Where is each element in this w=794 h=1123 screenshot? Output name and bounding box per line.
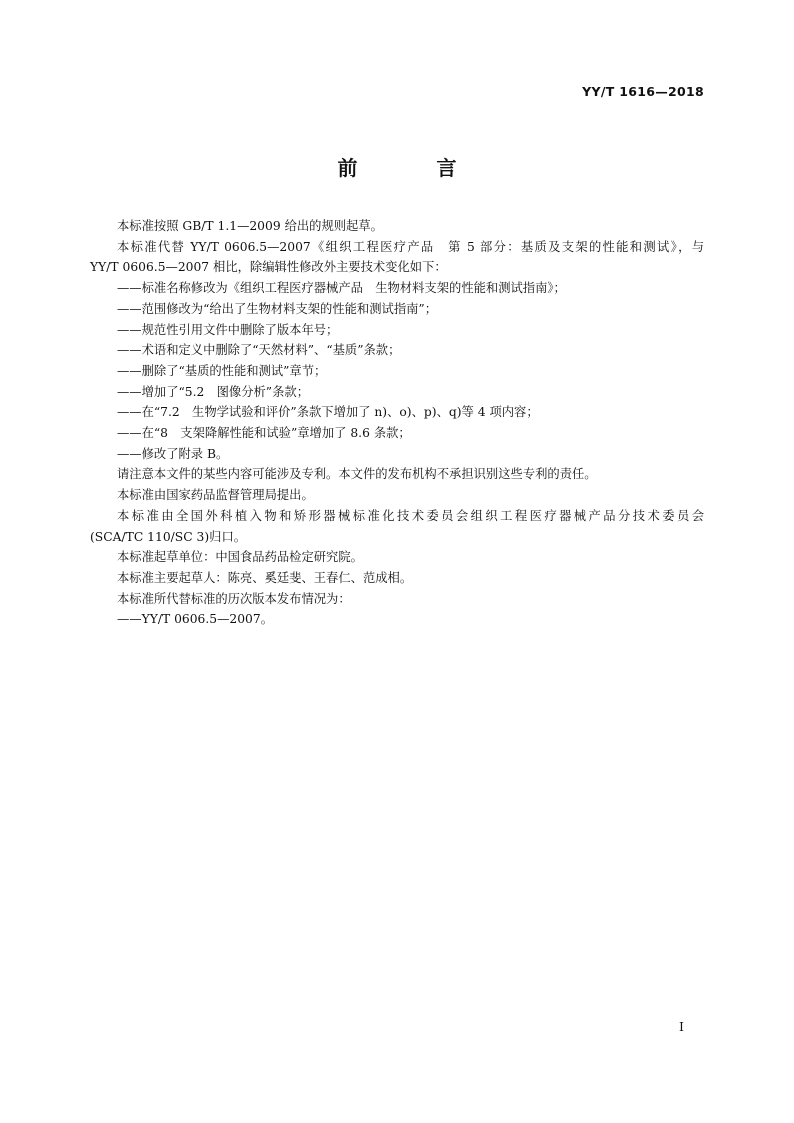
paragraph-drafting-unit: [90, 547, 704, 568]
paragraph-proposed-by: [90, 485, 704, 506]
document-body: [90, 216, 704, 630]
text-line: 本标准由全国外科植入物和矫形器械标准化技术委员会组织工程医疗器械产品分技术委员会: [117, 508, 704, 523]
text-line: 本标准由国家药品监督管理局提出。: [117, 488, 314, 503]
change-item: [90, 361, 704, 382]
page-title: 前 言: [337, 156, 493, 180]
text-line: ——删除了“基质的性能和测试”章节；: [117, 363, 327, 378]
text-line: 本标准主要起草人：陈亮、奚廷斐、王春仁、范成相。: [117, 570, 413, 585]
text-line: 本标准代替 YY/T 0606.5—2007《组织工程医疗产品 第 5 部分：基质及支架的性能和测试》，与: [117, 239, 704, 254]
text-line: ——增加了“5.2 图像分析”条款；: [117, 384, 309, 399]
text-line: ——标准名称修改为《组织工程医疗器械产品 生物材料支架的性能和测试指南》；: [117, 281, 566, 296]
paragraph-drafters: [90, 568, 704, 589]
text-line: (SCA/TC 110/SC 3)归口。: [90, 529, 247, 544]
paragraph-patent-notice: [90, 464, 704, 485]
previous-version-item: [90, 609, 704, 630]
change-item: [90, 402, 704, 423]
standard-code: YY/T 1616—2018: [582, 84, 704, 99]
paragraph-drafting-rules: [90, 216, 704, 237]
text-line: YY/T 0606.5—2007 相比，除编辑性修改外主要技术变化如下：: [90, 260, 447, 275]
page-number: I: [679, 1019, 684, 1034]
text-line: ——术语和定义中删除了“天然材料”、“基质”条款；: [117, 343, 401, 358]
text-line: 本标准起草单位：中国食品药品检定研究院。: [117, 550, 363, 565]
paragraph-jurisdiction: [90, 506, 704, 547]
change-item: [90, 299, 704, 320]
change-item: [90, 320, 704, 341]
text-line: 本标准所代替标准的历次版本发布情况为：: [117, 591, 351, 606]
text-line: ——在“7.2 生物学试验和评价”条款下增加了 n)、o)、p)、q)等 4 项内容；: [117, 405, 539, 420]
paragraph-replaces: [90, 237, 704, 278]
text-line: ——范围修改为“给出了生物材料支架的性能和测试指南”；: [117, 301, 437, 316]
change-item: [90, 423, 704, 444]
change-item: [90, 340, 704, 361]
change-item: [90, 444, 704, 465]
text-line: 请注意本文件的某些内容可能涉及专利。本文件的发布机构不承担识别这些专利的责任。: [117, 467, 597, 482]
text-line: ——YY/T 0606.5—2007。: [117, 612, 273, 627]
text-line: ——修改了附录 B。: [117, 446, 229, 461]
change-item: [90, 278, 704, 299]
text-line: 本标准按照 GB/T 1.1—2009 给出的规则起草。: [117, 219, 383, 233]
text-line: ——在“8 支架降解性能和试验”章增加了 8.6 条款；: [117, 426, 411, 441]
change-item: [90, 382, 704, 403]
text-line: ——规范性引用文件中删除了版本年号；: [117, 322, 339, 337]
paragraph-previous-versions: [90, 589, 704, 610]
